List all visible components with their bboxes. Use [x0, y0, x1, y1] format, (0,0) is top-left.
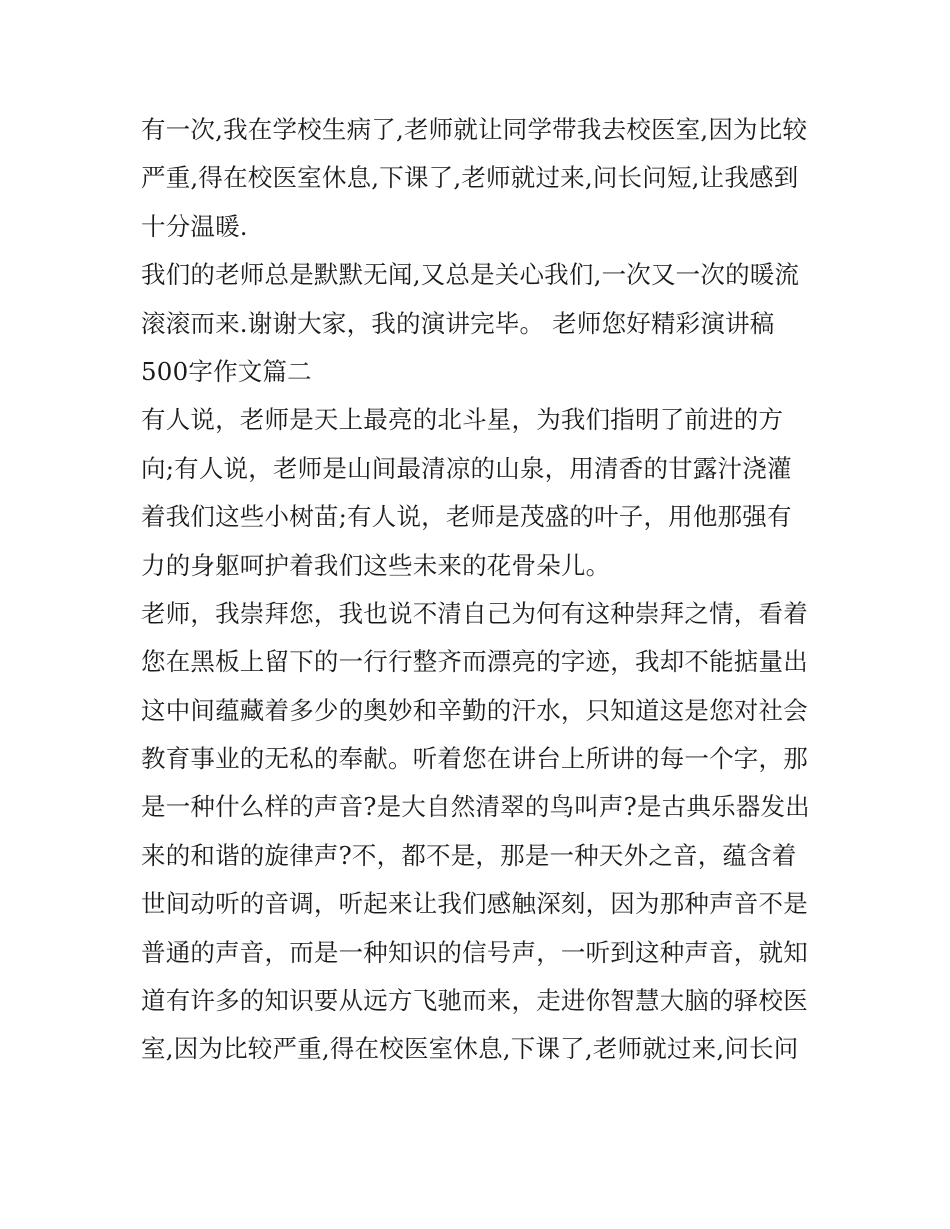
text-line: 这中间蕴藏着多少的奥妙和辛勤的汗水，只知道这是您对社会	[141, 695, 808, 725]
text-line: 严重,得在校医室休息,下课了,老师就过来,问长问短,让我感到	[141, 163, 799, 193]
text-line: 您在黑板上留下的一行行整齐而漂亮的字迹，我却不能掂量出	[141, 647, 808, 677]
text-line: 来的和谐的旋律声?不，都不是，那是一种天外之音，蕴含着	[141, 840, 797, 870]
text-line: 我们的老师总是默默无闻,又总是关心我们,一次又一次的暖流	[141, 260, 800, 290]
text-line: 道有许多的知识要从远方飞驰而来，走进你智慧大脑的驿校医	[141, 986, 808, 1016]
text-line: 向;有人说，老师是山间最清凉的山泉，用清香的甘露汁浇灌	[141, 453, 792, 483]
text-line: 有人说，老师是天上最亮的北斗星，为我们指明了前进的方	[141, 405, 784, 435]
text-line: 有一次,我在学校生病了,老师就让同学带我去校医室,因为比较	[141, 115, 808, 144]
document-body	[141, 106, 831, 1074]
text-line: 力的身躯呵护着我们这些未来的花骨朵儿。	[141, 550, 611, 580]
text-line: 世间动听的音调，听起来让我们感触深刻，因为那种声音不是	[141, 889, 808, 919]
text-line: 500字作文篇二	[141, 356, 312, 386]
text-line: 教育事业的无私的奉献。听着您在讲台上所讲的每一个字，那	[141, 744, 808, 774]
text-line: 着我们这些小树苗;有人说，老师是茂盛的叶子，用他那强有	[141, 502, 792, 532]
text-line: 滚滚而来.谢谢大家，我的演讲完毕。 老师您好精彩演讲稿	[141, 308, 775, 338]
text-line: 老师，我崇拜您，我也说不清自己为何有这种崇拜之情，看着	[141, 598, 808, 628]
text-line: 室,因为比较严重,得在校医室休息,下课了,老师就过来,问长问	[141, 1034, 799, 1064]
text-line: 普通的声音，而是一种知识的信号声，一听到这种声音，就知	[141, 937, 808, 967]
text-line: 十分温暖.	[141, 211, 248, 241]
text-line: 是一种什么样的声音?是大自然清翠的鸟叫声?是古典乐器发出	[141, 792, 810, 822]
